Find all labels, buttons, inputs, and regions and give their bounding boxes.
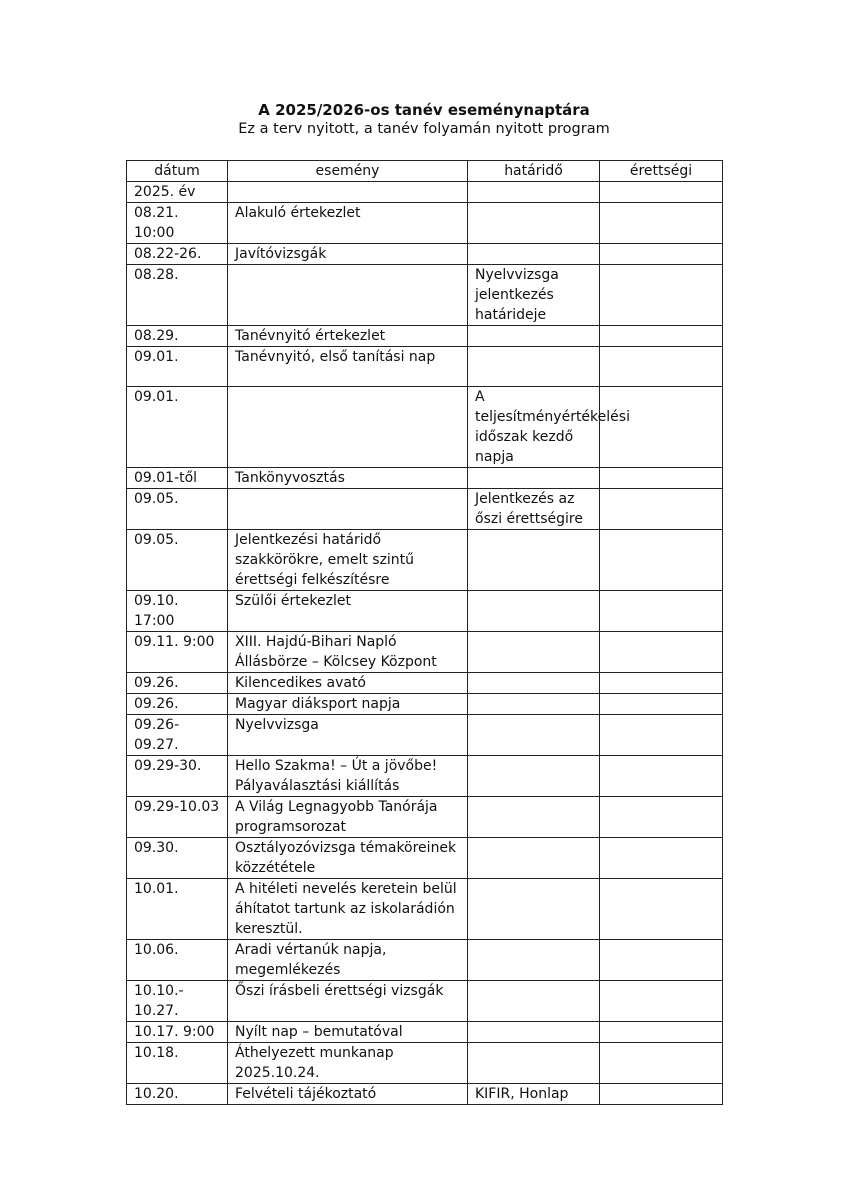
header-esemeny: esemény <box>228 161 468 182</box>
cell-erettsegi <box>600 468 723 489</box>
cell-datum: 10.06. <box>127 940 228 981</box>
cell-hatarido: KIFIR, Honlap <box>468 1084 600 1105</box>
cell-datum: 09.26. <box>127 673 228 694</box>
cell-datum: 09.05. <box>127 489 228 530</box>
event-calendar-table <box>126 160 723 1105</box>
header-datum: dátum <box>127 161 228 182</box>
cell-esemeny: Osztályozóvizsga témaköreinek közzététele <box>228 838 468 879</box>
cell-hatarido <box>468 940 600 981</box>
cell-erettsegi <box>600 489 723 530</box>
cell-erettsegi <box>600 203 723 244</box>
document-title: A 2025/2026-os tanév eseménynaptára <box>258 101 590 119</box>
cell-datum: 2025. év <box>127 182 228 203</box>
cell-hatarido <box>468 838 600 879</box>
cell-datum: 09.26. <box>127 694 228 715</box>
cell-erettsegi <box>600 981 723 1022</box>
header-hatarido: határidő <box>468 161 600 182</box>
cell-datum: 09.26-09.27. <box>127 715 228 756</box>
cell-datum: 10.01. <box>127 879 228 940</box>
cell-erettsegi <box>600 591 723 632</box>
cell-hatarido <box>468 591 600 632</box>
cell-erettsegi <box>600 530 723 591</box>
cell-datum: 10.17. 9:00 <box>127 1022 228 1043</box>
cell-hatarido <box>468 715 600 756</box>
cell-datum: 08.28. <box>127 265 228 326</box>
cell-erettsegi <box>600 347 723 387</box>
cell-erettsegi <box>600 387 723 468</box>
table-row <box>127 715 723 756</box>
table-row <box>127 489 723 530</box>
cell-datum: 08.29. <box>127 326 228 347</box>
table-row <box>127 694 723 715</box>
cell-esemeny <box>228 387 468 468</box>
table-row <box>127 265 723 326</box>
cell-datum: 09.30. <box>127 838 228 879</box>
cell-esemeny <box>228 265 468 326</box>
cell-erettsegi <box>600 673 723 694</box>
cell-esemeny <box>228 489 468 530</box>
cell-erettsegi <box>600 1043 723 1084</box>
table-row <box>127 244 723 265</box>
cell-datum: 09.01-től <box>127 468 228 489</box>
table-row <box>127 1043 723 1084</box>
cell-esemeny: Szülői értekezlet <box>228 591 468 632</box>
cell-esemeny: Jelentkezési határidő szakkörökre, emelt szintű érettségi felkészítésre <box>228 530 468 591</box>
cell-erettsegi <box>600 940 723 981</box>
cell-esemeny: Tankönyvosztás <box>228 468 468 489</box>
cell-esemeny: Áthelyezett munkanap 2025.10.24. <box>228 1043 468 1084</box>
cell-erettsegi <box>600 797 723 838</box>
cell-hatarido <box>468 797 600 838</box>
cell-hatarido <box>468 756 600 797</box>
table-row <box>127 591 723 632</box>
cell-datum: 09.29-10.03 <box>127 797 228 838</box>
cell-hatarido <box>468 1022 600 1043</box>
table-row <box>127 182 723 203</box>
table-row <box>127 797 723 838</box>
table-row <box>127 879 723 940</box>
cell-esemeny: Alakuló értekezlet <box>228 203 468 244</box>
cell-erettsegi <box>600 756 723 797</box>
cell-esemeny: Tanévnyitó, első tanítási nap <box>228 347 468 387</box>
cell-erettsegi <box>600 632 723 673</box>
cell-erettsegi <box>600 1022 723 1043</box>
table-row <box>127 326 723 347</box>
cell-esemeny: Magyar diáksport napja <box>228 694 468 715</box>
cell-esemeny: Felvételi tájékoztató <box>228 1084 468 1105</box>
cell-esemeny: Őszi írásbeli érettségi vizsgák <box>228 981 468 1022</box>
cell-datum: 08.21. 10:00 <box>127 203 228 244</box>
table-row <box>127 940 723 981</box>
cell-esemeny: A Világ Legnagyobb Tanórája programsorozat <box>228 797 468 838</box>
table-row <box>127 673 723 694</box>
cell-hatarido <box>468 632 600 673</box>
header-erettsegi: érettségi <box>600 161 723 182</box>
table-row <box>127 838 723 879</box>
cell-hatarido <box>468 981 600 1022</box>
cell-erettsegi <box>600 1084 723 1105</box>
cell-hatarido <box>468 244 600 265</box>
table-row <box>127 468 723 489</box>
table-row <box>127 632 723 673</box>
cell-datum: 10.18. <box>127 1043 228 1084</box>
cell-datum: 09.10. 17:00 <box>127 591 228 632</box>
cell-esemeny: Aradi vértanúk napja, megemlékezés <box>228 940 468 981</box>
cell-erettsegi <box>600 182 723 203</box>
cell-erettsegi <box>600 326 723 347</box>
cell-esemeny: Nyílt nap – bemutatóval <box>228 1022 468 1043</box>
cell-erettsegi <box>600 265 723 326</box>
cell-hatarido <box>468 468 600 489</box>
cell-esemeny: XIII. Hajdú-Bihari Napló Állásbörze – Kölcsey Központ <box>228 632 468 673</box>
cell-esemeny: Nyelvvizsga <box>228 715 468 756</box>
cell-hatarido: Jelentkezés az őszi érettségire <box>468 489 600 530</box>
cell-hatarido <box>468 347 600 387</box>
cell-datum: 10.10.- 10.27. <box>127 981 228 1022</box>
cell-hatarido <box>468 530 600 591</box>
cell-datum: 10.20. <box>127 1084 228 1105</box>
cell-hatarido <box>468 326 600 347</box>
cell-erettsegi <box>600 244 723 265</box>
cell-datum: 09.11. 9:00 <box>127 632 228 673</box>
cell-esemeny: Tanévnyitó értekezlet <box>228 326 468 347</box>
document-subtitle: Ez a terv nyitott, a tanév folyamán nyitott program <box>238 121 610 137</box>
table-row <box>127 1084 723 1105</box>
cell-erettsegi <box>600 694 723 715</box>
cell-datum: 09.01. <box>127 347 228 387</box>
cell-datum: 09.01. <box>127 387 228 468</box>
table-row <box>127 387 723 468</box>
cell-esemeny <box>228 182 468 203</box>
cell-datum: 09.05. <box>127 530 228 591</box>
table-row <box>127 981 723 1022</box>
cell-erettsegi <box>600 715 723 756</box>
table-header-row <box>127 161 723 182</box>
cell-esemeny: Hello Szakma! – Út a jövőbe! Pályaválasztási kiállítás <box>228 756 468 797</box>
cell-hatarido <box>468 694 600 715</box>
table-row <box>127 1022 723 1043</box>
cell-hatarido <box>468 879 600 940</box>
cell-esemeny: Kilencedikes avató <box>228 673 468 694</box>
cell-datum: 08.22-26. <box>127 244 228 265</box>
cell-hatarido: Nyelvvizsga jelentkezés határideje <box>468 265 600 326</box>
cell-hatarido <box>468 182 600 203</box>
cell-esemeny: Javítóvizsgák <box>228 244 468 265</box>
cell-datum: 09.29-30. <box>127 756 228 797</box>
cell-esemeny: A hitéleti nevelés keretein belül áhítatot tartunk az iskolarádión keresztül. <box>228 879 468 940</box>
cell-hatarido <box>468 203 600 244</box>
cell-erettsegi <box>600 838 723 879</box>
cell-hatarido <box>468 673 600 694</box>
cell-hatarido <box>468 1043 600 1084</box>
cell-erettsegi <box>600 879 723 940</box>
table-row <box>127 203 723 244</box>
table-row <box>127 347 723 387</box>
cell-hatarido: A teljesítményértékelési időszak kezdő napja <box>468 387 600 468</box>
table-row <box>127 756 723 797</box>
table-row <box>127 530 723 591</box>
